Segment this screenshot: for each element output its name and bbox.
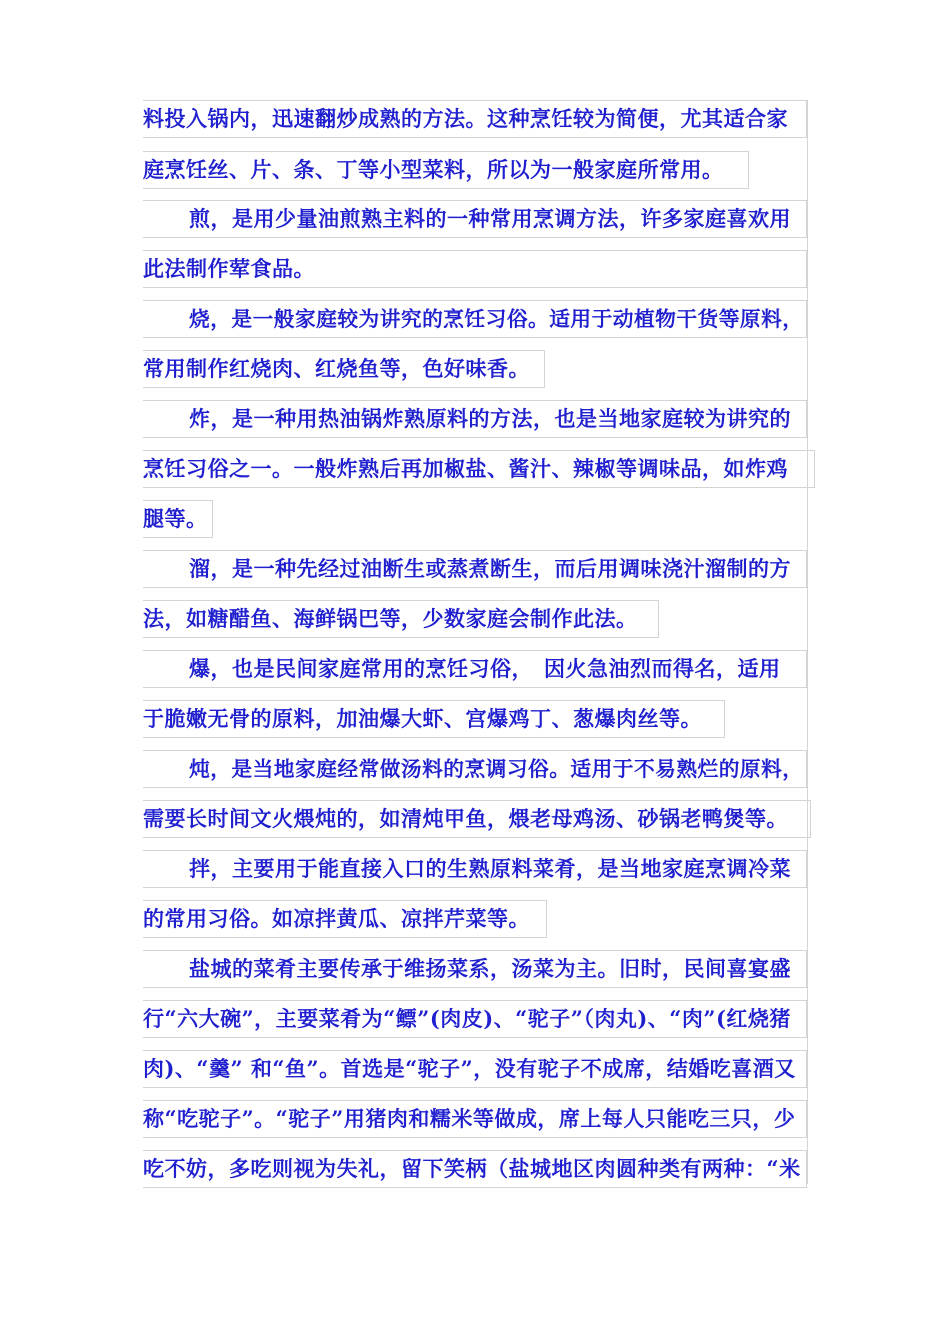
- text-line: [143, 1050, 807, 1088]
- line-text: 溜，是一种先经过油断生或蒸煮断生，而后用调味浇汁溜制的方: [189, 556, 791, 581]
- line-text: 烹饪习俗之一。一般炸熟后再加椒盐、酱汁、辣椒等调味品，如炸鸡: [143, 456, 788, 481]
- page-right-rule: [807, 100, 808, 1184]
- text-line: [143, 350, 545, 388]
- text-line: [143, 1150, 807, 1188]
- line-text: 的常用习俗。如凉拌黄瓜、凉拌芹菜等。: [143, 906, 530, 931]
- paragraph-first-line: [143, 400, 807, 438]
- line-text: 法，如糖醋鱼、海鲜锅巴等，少数家庭会制作此法。: [143, 606, 638, 631]
- line-text: 炸，是一种用热油锅炸熟原料的方法，也是当地家庭较为讲究的: [189, 406, 791, 431]
- text-line: [143, 450, 815, 488]
- line-text: 常用制作红烧肉、红烧鱼等，色好味香。: [143, 356, 530, 381]
- text-line: [143, 250, 807, 288]
- text-line: [143, 151, 749, 189]
- line-text: 此法制作荤食品。: [143, 256, 315, 281]
- paragraph-first-line: [143, 300, 807, 338]
- paragraph-first-line: [143, 200, 807, 238]
- text-line: [143, 800, 811, 838]
- line-text: 腿等。: [143, 506, 208, 531]
- text-line: [143, 100, 807, 138]
- text-line: [143, 700, 725, 738]
- paragraph-first-line: [143, 950, 807, 988]
- paragraph-first-line: [143, 750, 807, 788]
- text-line: [143, 900, 547, 938]
- line-text: 煎，是用少量油煎熟主料的一种常用烹调方法，许多家庭喜欢用: [189, 206, 791, 231]
- line-text: 吃不妨，多吃则视为失礼，留下笑柄（盐城地区肉圆种类有两种：“米: [143, 1156, 801, 1181]
- paragraph-first-line: [143, 650, 807, 688]
- line-text: 肉)、“羹” 和“鱼”。首选是“驼子”，没有驼子不成席，结婚吃喜酒又: [143, 1056, 796, 1081]
- text-line: [143, 600, 659, 638]
- line-text: 行“六大碗”，主要菜肴为“鳔”(肉皮)、“驼子”（肉丸)、“肉”(红烧猪: [143, 1006, 791, 1031]
- line-text: 烧，是一般家庭较为讲究的烹饪习俗。适用于动植物干货等原料，: [189, 307, 804, 331]
- line-text: 料投入锅内，迅速翻炒成熟的方法。这种烹饪较为简便，尤其适合家: [143, 106, 788, 131]
- line-text: 庭烹饪丝、片、条、丁等小型菜料，所以为一般家庭所常用。: [143, 157, 724, 182]
- text-line: [143, 1000, 807, 1038]
- line-text: 拌，主要用于能直接入口的生熟原料菜肴，是当地家庭烹调冷菜: [189, 856, 791, 881]
- line-text: 称“吃驼子”。“驼子”用猪肉和糯米等做成，席上每人只能吃三只，少: [143, 1106, 796, 1131]
- line-text: 于脆嫩无骨的原料，加油爆大虾、宫爆鸡丁、葱爆肉丝等。: [143, 706, 702, 731]
- line-text: 需要长时间文火煨炖的，如清炖甲鱼，煨老母鸡汤、砂锅老鸭煲等。: [143, 806, 788, 831]
- paragraph-first-line: [143, 550, 807, 588]
- line-text: 爆，也是民间家庭常用的烹饪习俗， 因火急油烈而得名，适用: [189, 656, 781, 681]
- text-line: [143, 1100, 807, 1138]
- text-line: [143, 500, 213, 538]
- line-text: 炖，是当地家庭经常做汤料的烹调习俗。适用于不易熟烂的原料，: [189, 757, 804, 781]
- line-text: 盐城的菜肴主要传承于维扬菜系，汤菜为主。旧时，民间喜宴盛: [189, 956, 791, 981]
- paragraph-first-line: [143, 850, 807, 888]
